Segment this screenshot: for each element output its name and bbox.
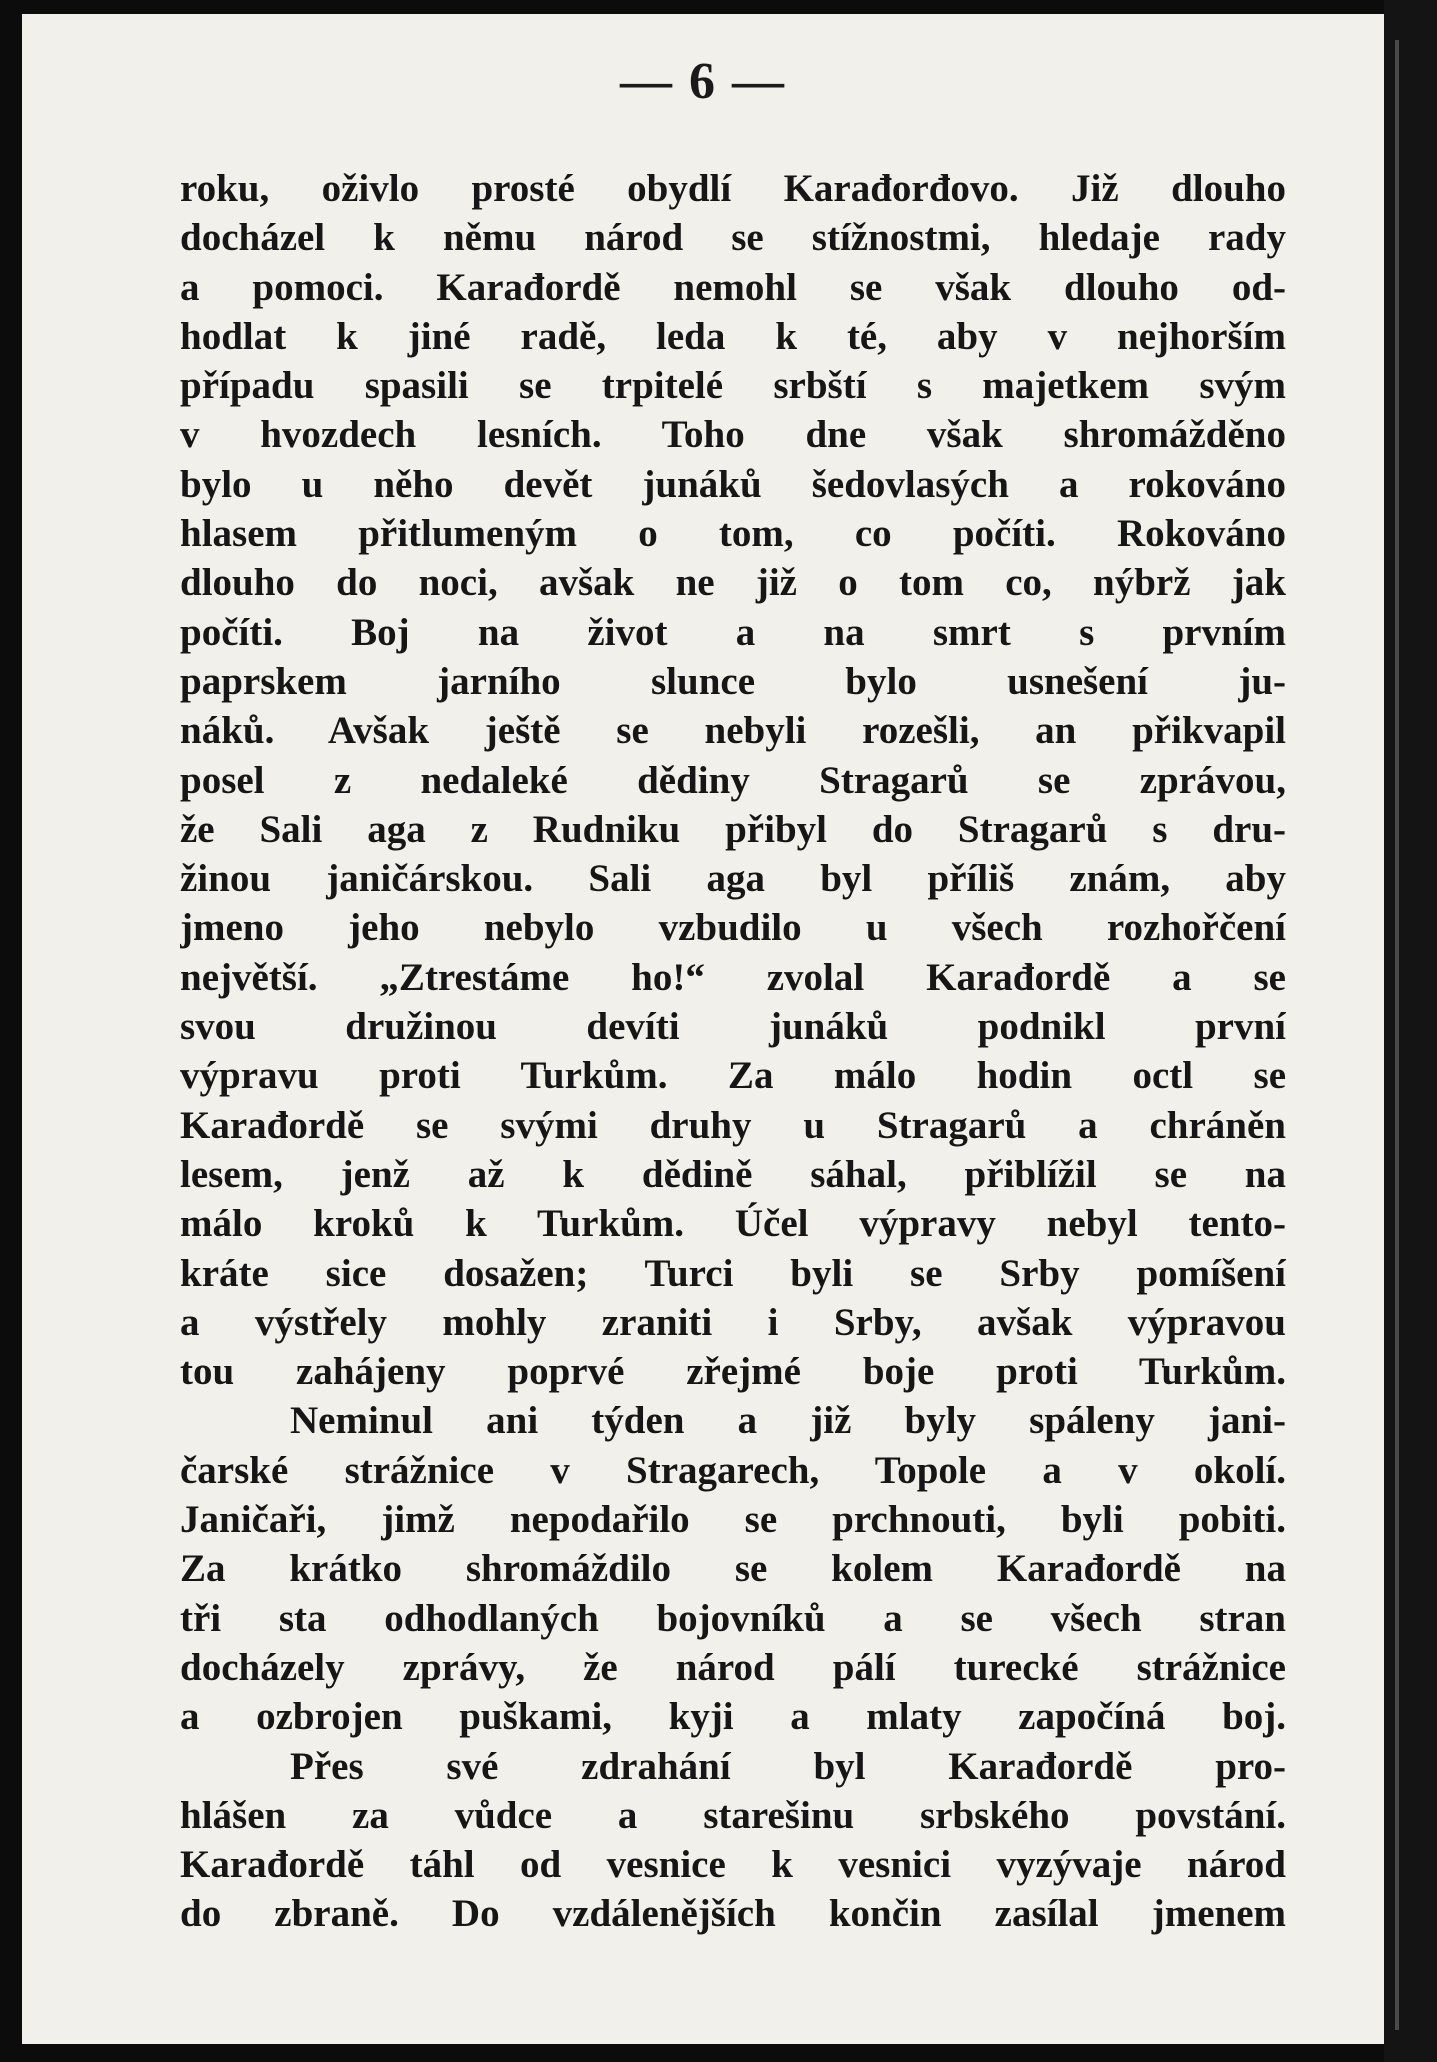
text-line: do zbraně. Do vzdálenějších končin zasílal jmenem	[180, 1892, 1286, 1936]
book-spine-shadow	[1384, 0, 1437, 2062]
text-line: svou družinou devíti junáků podnikl první	[180, 1005, 1286, 1049]
text-line: Přes své zdrahání byl Karađordě pro-	[290, 1744, 1286, 1788]
body-text	[180, 164, 1286, 1939]
text-line: že Sali aga z Rudniku přibyl do Stragarů s dru-	[180, 807, 1286, 851]
text-line: lesem, jenž až k dědině sáhal, přiblížil se na	[180, 1152, 1286, 1196]
text-line: počíti. Boj na život a na smrt s prvním	[180, 610, 1286, 654]
text-line: v hvozdech lesních. Toho dne však shromážděno	[180, 413, 1286, 457]
book-page	[22, 14, 1384, 2044]
text-line: hlasem přitlumeným o tom, co počíti. Rokováno	[180, 512, 1286, 556]
text-line: Za krátko shromáždilo se kolem Karađordě na	[180, 1547, 1286, 1591]
text-line: hlášen za vůdce a starešinu srbského povstání.	[180, 1793, 1286, 1837]
page-number: — 6 —	[620, 53, 786, 110]
text-line: hodlat k jiné radě, leda k té, aby v nejhorším	[180, 314, 1286, 358]
text-line: bylo u něho devět junáků šedovlasých a rokováno	[180, 462, 1286, 506]
text-line: tou zahájeny poprvé zřejmé boje proti Turkům.	[180, 1350, 1286, 1394]
text-line: výpravu proti Turkům. Za málo hodin octl se	[180, 1054, 1286, 1098]
text-line: Karađordě táhl od vesnice k vesnici vyzývaje národ	[180, 1843, 1286, 1887]
text-line: a pomoci. Karađordě nemohl se však dlouho od-	[180, 265, 1286, 309]
book-spine-edge	[1395, 40, 1399, 2030]
text-line: Karađordě se svými druhy u Stragarů a chráněn	[180, 1103, 1286, 1147]
text-line: a výstřely mohly zraniti i Srby, avšak výpravou	[180, 1300, 1286, 1344]
text-line: největší. „Ztrestáme ho!“ zvolal Karađordě a se	[180, 955, 1286, 999]
text-line: Janičaři, jimž nepodařilo se prchnouti, byli pobiti.	[180, 1498, 1286, 1542]
text-line: a ozbrojen puškami, kyji a mlaty započíná boj.	[180, 1695, 1286, 1739]
text-line: náků. Avšak ještě se nebyli rozešli, an přikvapil	[180, 709, 1286, 753]
text-line: málo kroků k Turkům. Účel výpravy nebyl tento-	[180, 1202, 1286, 1246]
text-line: paprskem jarního slunce bylo usnešení ju-	[180, 659, 1286, 703]
text-line: kráte sice dosažen; Turci byli se Srby pomíšení	[180, 1251, 1286, 1295]
text-line: případu spasili se trpitelé srbští s majetkem svým	[180, 364, 1286, 408]
text-line: posel z nedaleké dědiny Stragarů se zprávou,	[180, 758, 1286, 802]
text-line: čarské strážnice v Stragarech, Topole a v okolí.	[180, 1448, 1286, 1492]
text-line: jmeno jeho nebylo vzbudilo u všech rozhořčení	[180, 906, 1286, 950]
text-line: Neminul ani týden a již byly spáleny jani-	[290, 1399, 1286, 1443]
text-line: docházel k němu národ se stížnostmi, hledaje rady	[180, 216, 1286, 260]
text-line: tři sta odhodlaných bojovníků a se všech stran	[180, 1596, 1286, 1640]
text-line: žinou janičárskou. Sali aga byl příliš znám, aby	[180, 857, 1286, 901]
text-line: docházely zprávy, že národ pálí turecké strážnice	[180, 1645, 1286, 1689]
text-line: roku, oživlo prosté obydlí Karađorđovo. Již dlouho	[180, 167, 1286, 210]
text-line: dlouho do noci, avšak ne již o tom co, nýbrž jak	[180, 561, 1286, 605]
